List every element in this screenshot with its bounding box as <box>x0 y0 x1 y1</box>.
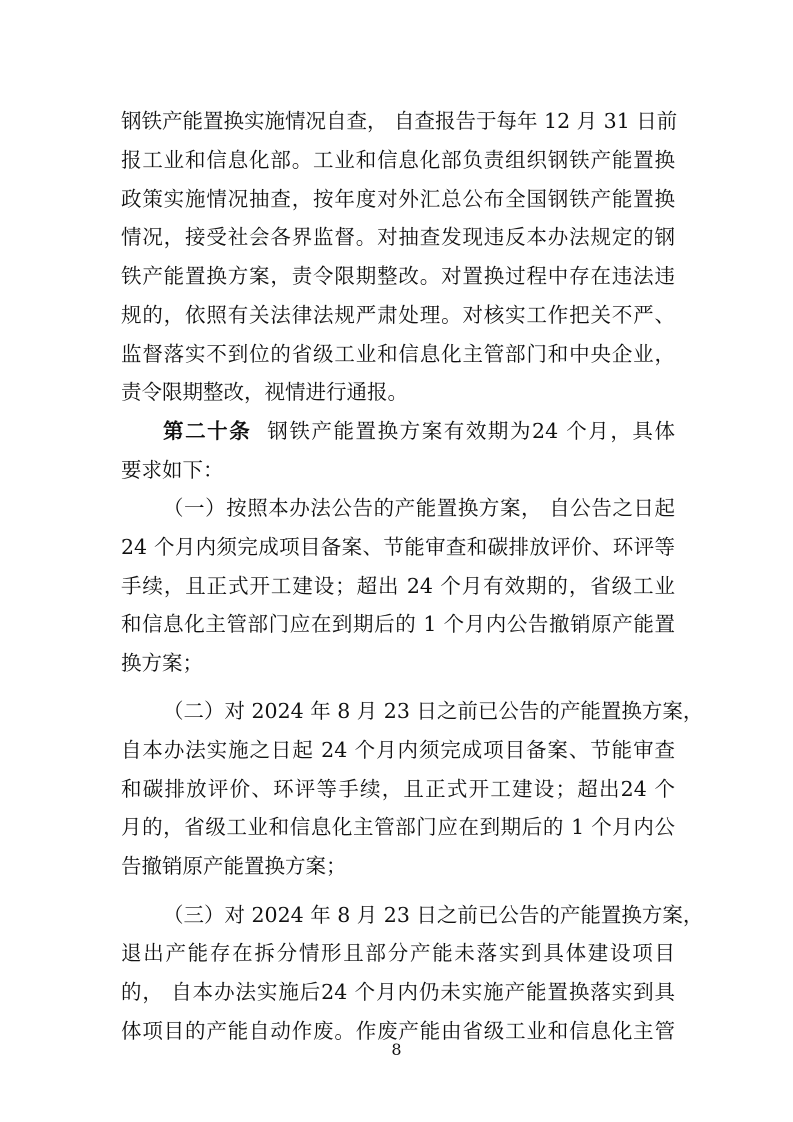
text-line: 政策实施情况抽查，按年度对外汇总公布全国钢铁产能置换 <box>121 187 675 211</box>
text-line: 情况，接受社会各界监督。对抽查发现违反本办法规定的钢 <box>121 225 675 249</box>
text-line: 体项目的产能自动作废。作废产能由省级工业和信息化主管 <box>121 1019 675 1043</box>
text-line: （三）对 2024 年 8 月 23 日之前已公告的产能置换方案， <box>163 903 704 927</box>
page-number: 8 <box>391 1040 402 1059</box>
article-heading: 第二十条 <box>163 419 252 443</box>
text-line: 要求如下： <box>121 458 224 482</box>
text-line: 告撤销原产能置换方案； <box>121 854 347 878</box>
text-line: 换方案； <box>121 651 203 675</box>
text-line: 24 个月内须完成项目备案、节能审查和碳排放评价、环评等 <box>121 535 675 559</box>
article-20-first-line <box>163 412 675 450</box>
text-line: 监督落实不到位的省级工业和信息化主管部门和中央企业， <box>121 342 675 366</box>
text-line: 铁产能置换方案，责令限期整改。对置换过程中存在违法违 <box>121 264 675 288</box>
text-line: 钢铁产能置换实施情况自查， 自查报告于每年 12 月 31 日前 <box>121 109 678 133</box>
text-line: 手续，且正式开工建设；超出 24 个月有效期的，省级工业 <box>121 574 675 598</box>
text-line: 自本办法实施之日起 24 个月内须完成项目备案、节能审查 <box>121 738 675 762</box>
text-line: 月的，省级工业和信息化主管部门应在到期后的 1 个月内公 <box>121 815 675 839</box>
text-line: （一）按照本办法公告的产能置换方案， 自公告之日起 <box>163 496 675 520</box>
text-line: 报工业和信息化部。工业和信息化部负责组织钢铁产能置换 <box>121 148 675 172</box>
text-line: 规的，依照有关法律法规严肃处理。对核实工作把关不严、 <box>121 303 675 327</box>
text-line: 退出产能存在拆分情形且部分产能未落实到具体建设项目 <box>121 941 675 965</box>
text-line: 和碳排放评价、环评等手续，且正式开工建设；超出24 个 <box>121 777 675 801</box>
text-line: 责令限期整改，视情进行通报。 <box>121 380 408 404</box>
text-line: （二）对 2024 年 8 月 23 日之前已公告的产能置换方案， <box>163 699 704 723</box>
text-line: 的， 自本办法实施后24 个月内仍未实施产能置换落实到具 <box>121 980 675 1004</box>
text-line: 和信息化主管部门应在到期后的 1 个月内公告撤销原产能置 <box>121 612 675 636</box>
text-line: 钢铁产能置换方案有效期为24 个月，具体 <box>267 419 675 443</box>
